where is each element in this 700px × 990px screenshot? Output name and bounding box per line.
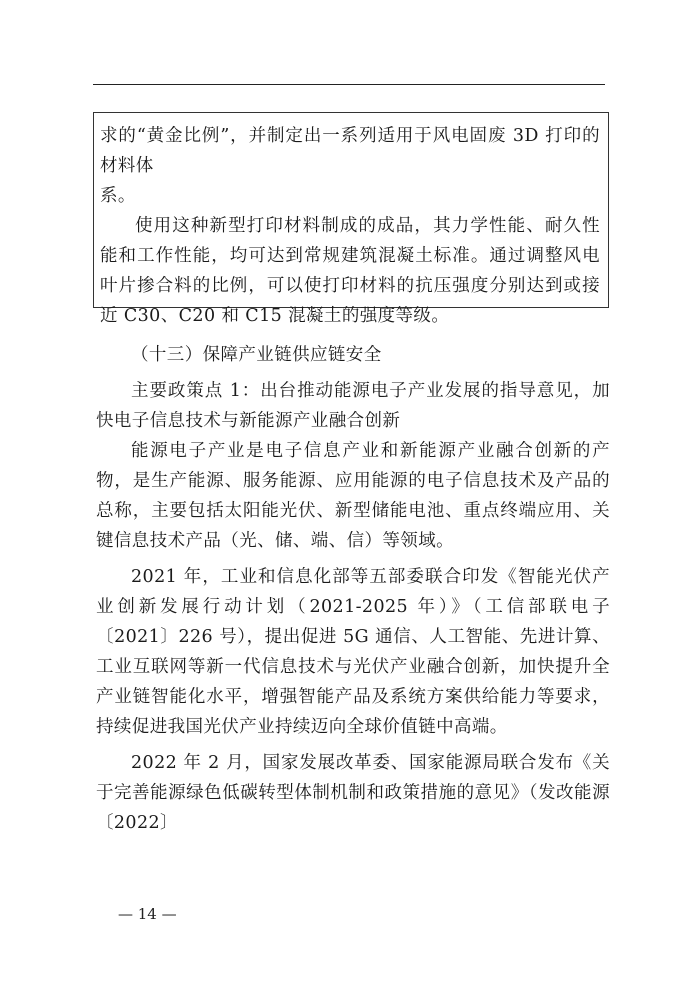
box-paragraph-2: 使用这种新型打印材料制成的成品，其力学性能、耐久性能和工作性能，均可达到常规建筑混凝土标准。通过调整风电叶片掺合料的比例，可以使打印材料的抗压强度分别达到或接近 C30、C20 和 C15 混凝土的强度等级。 — [100, 216, 600, 326]
section-heading: （十三）保障产业链供应链安全 — [131, 345, 382, 365]
page-number: — 14 — — [118, 905, 177, 923]
policy-point: 主要政策点 1：出台推动能源电子产业发展的指导意见，加快电子信息技术与新能源产业融合创新 — [96, 381, 610, 431]
main-body — [96, 340, 610, 838]
paragraph-2022-opinion: 2022 年 2 月，国家发展改革委、国家能源局联合发布《关于完善能源绿色低碳转型体制机制和政策措施的意见》（发改能源〔2022〕 — [96, 753, 610, 833]
header-rule — [93, 84, 605, 85]
paragraph-energy-electronics: 能源电子产业是电子信息产业和新能源产业融合创新的产物，是生产能源、服务能源、应用能源的电子信息技术及产品的总称，主要包括太阳能光伏、新型储能电池、重点终端应用、关键信息技术产品（光、储、端、信）等领域。 — [96, 441, 610, 551]
highlight-box — [93, 112, 609, 326]
paragraph-2021-plan: 2021 年，工业和信息化部等五部委联合印发《智能光伏产业创新发展行动计划（2021-2025 年）》（工信部联电子〔2021〕226 号），提出促进 5G 通信、人工智能、先进计算、工业互联网等新一代信息技术与光伏产业融合创新，加快提升全产业链智能化水平，增强智能产品及系统方案供给能力等要求，持续促进我国光伏产业持续迈向全球价值链中高端。 — [96, 567, 610, 737]
box-line-1: 求的“黄金比例”，并制定出一系列适用于风电固废 3D 打印的材料体 — [100, 126, 600, 176]
box-line-2: 系。 — [100, 186, 136, 206]
